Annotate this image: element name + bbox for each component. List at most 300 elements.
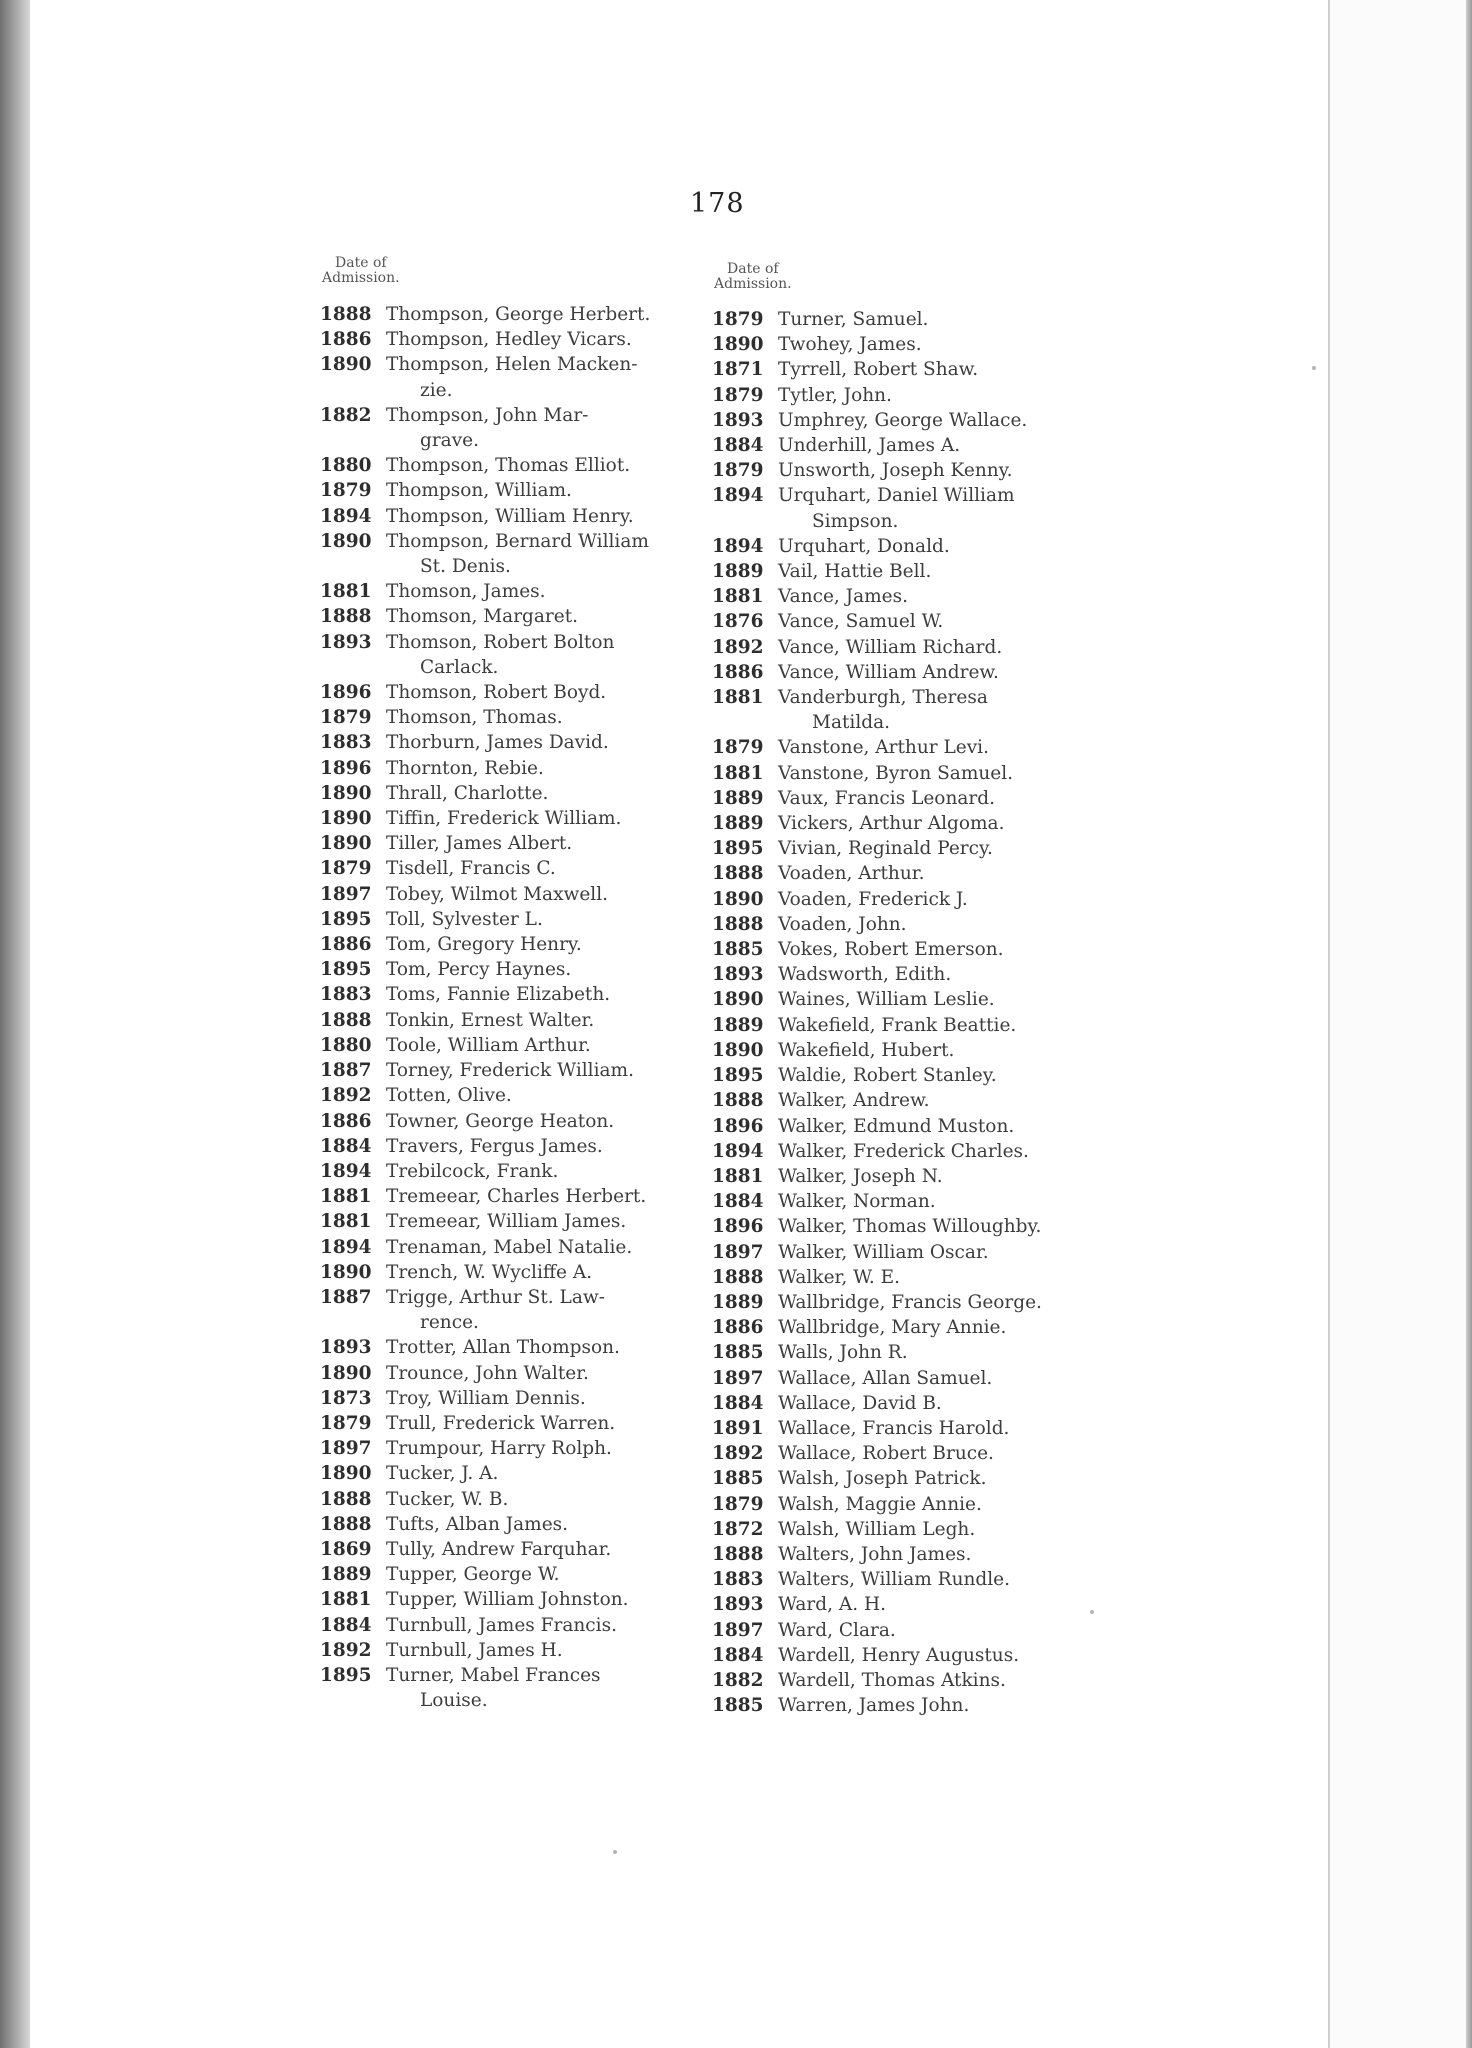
admission-name: Urquhart, Donald. [778,535,950,557]
admission-name: Torney, Frederick William. [386,1060,634,1082]
admission-entry [712,332,1102,357]
admission-name: Tiller, James Albert. [386,833,573,855]
admission-entry [712,836,1102,861]
admission-entry [320,756,710,781]
admission-entry [320,1008,710,1033]
admission-entry [712,685,1102,710]
admission-name: Tufts, Alban James. [386,1513,569,1535]
admission-name: Vivian, Reginald Percy. [778,838,993,860]
admission-year: 1894 [712,1140,764,1162]
admission-year: 1890 [320,808,372,830]
admission-name: Vance, William Andrew. [778,661,999,683]
admission-name: Ward, A. H. [778,1594,887,1616]
admission-year: 1895 [712,1065,764,1087]
admission-entry [712,660,1102,685]
admission-entry [712,811,1102,836]
admission-year: 1879 [712,737,764,759]
admission-year: 1871 [712,359,764,381]
admission-name: Trench, W. Wycliffe A. [386,1261,593,1283]
admission-entry [712,1542,1102,1567]
admission-year: 1890 [320,782,372,804]
admission-year [320,378,386,403]
admission-entry [712,1038,1102,1063]
admission-name: Ward, Clara. [778,1619,896,1641]
admission-year: 1890 [320,530,372,552]
admission-name: Walters, William Rundle. [778,1569,1010,1591]
admission-entry [712,408,1102,433]
admission-entry [320,428,710,453]
admission-name: Thompson, Thomas Elliot. [386,455,631,477]
admission-year: 1893 [712,409,764,431]
admission-year: 1885 [712,939,764,961]
admission-year: 1895 [320,1664,372,1686]
admission-year: 1891 [712,1417,764,1439]
admission-entry [320,806,710,831]
admission-name: Wardell, Thomas Atkins. [778,1669,1006,1691]
admission-name: Thompson, Hedley Vicars. [386,329,632,351]
admission-entry [712,635,1102,660]
admission-entry [320,1260,710,1285]
admission-year: 1890 [320,1463,372,1485]
admission-year: 1886 [712,1317,764,1339]
admission-entry [712,433,1102,458]
admission-name: Voaden, Arthur. [778,863,925,885]
admission-name: Simpson. [812,510,899,532]
admission-year: 1890 [320,1362,372,1384]
admission-entry [320,1109,710,1134]
admission-name: Carlack. [420,656,499,678]
admission-entry [320,1411,710,1436]
admission-year: 1897 [320,1438,372,1460]
admission-entry [712,735,1102,760]
admission-entry [320,1209,710,1234]
admission-year: 1889 [712,813,764,835]
admission-entry [320,655,710,680]
admission-year: 1881 [320,1186,372,1208]
adjacent-page-edge [1328,0,1472,2048]
admission-year: 1890 [320,354,372,376]
admission-name: Thomson, Robert Boyd. [386,682,607,704]
admission-name: Trebilcock, Frank. [386,1160,559,1182]
admission-entry [712,534,1102,559]
admission-entry [712,761,1102,786]
admission-year: 1890 [712,334,764,356]
admission-entry [712,584,1102,609]
admission-name: Walker, Frederick Charles. [778,1140,1029,1162]
admission-year: 1894 [712,535,764,557]
admission-entry [712,1643,1102,1668]
admission-entry [320,1613,710,1638]
admission-year: 1888 [712,1090,764,1112]
admission-year: 1881 [712,586,764,608]
admission-name: Wallace, David B. [778,1392,942,1414]
admission-entry [320,579,710,604]
admission-year: 1890 [712,1039,764,1061]
admission-name: Turnbull, James Francis. [386,1614,617,1636]
admission-entry [712,1391,1102,1416]
admission-name: Walsh, Maggie Annie. [778,1493,982,1515]
admission-entry [712,559,1102,584]
admission-year: 1886 [320,1110,372,1132]
admission-year: 1883 [712,1569,764,1591]
scan-speck [1090,1610,1094,1614]
column-header-line: Admission. [714,276,792,292]
admission-name: zie. [420,379,453,401]
admission-entry [712,1492,1102,1517]
admission-entry [712,1340,1102,1365]
admission-name: Tucker, J. A. [386,1463,499,1485]
admission-year: 1892 [320,1639,372,1661]
admission-name: Vaux, Francis Leonard. [778,787,995,809]
admission-entry [320,882,710,907]
admission-year: 1884 [712,435,764,457]
admission-entry [320,1562,710,1587]
admission-year: 1881 [712,1165,764,1187]
admission-entry [320,1663,710,1688]
admission-entry [320,680,710,705]
admission-name: Thompson, George Herbert. [386,304,651,325]
admission-entry [320,1235,710,1260]
admission-entry [712,1290,1102,1315]
admission-name: Vanstone, Byron Samuel. [778,762,1014,784]
admission-year: 1888 [712,1266,764,1288]
admission-year: 1888 [320,1513,372,1535]
admission-name: Wardell, Henry Augustus. [778,1644,1020,1666]
admission-entry [712,887,1102,912]
page-number: 178 [690,188,745,219]
admission-entry [712,483,1102,508]
admissions-column-right [712,307,1102,1718]
admission-year: 1882 [712,1669,764,1691]
admission-year: 1881 [320,1589,372,1611]
admission-year: 1895 [320,959,372,981]
admission-name: Walker, Edmund Muston. [778,1115,1015,1137]
admission-year: 1888 [320,606,372,628]
admission-entry [320,604,710,629]
admission-entry [320,982,710,1007]
admission-year: 1876 [712,611,764,633]
admission-name: Thompson, William. [386,480,572,502]
admission-year: 1897 [320,883,372,905]
admission-year: 1884 [712,1392,764,1414]
admission-name: Turnbull, James H. [386,1639,563,1661]
admission-name: Thompson, Bernard William [386,530,649,552]
admission-name: Thomson, Margaret. [386,606,579,628]
admission-year: 1892 [712,1443,764,1465]
admission-name: Tremeear, William James. [386,1211,627,1233]
admission-name: Walters, John James. [778,1543,972,1565]
admission-name: Thomson, Robert Bolton [386,631,615,653]
admission-year: 1883 [320,732,372,754]
admission-name: Tytler, John. [778,384,892,406]
admission-year: 1872 [712,1518,764,1540]
admission-name: Thomson, Thomas. [386,707,563,729]
admission-name: St. Denis. [420,556,511,578]
admission-year: 1894 [712,485,764,507]
admission-name: Voaden, John. [778,913,907,935]
admission-year: 1869 [320,1538,372,1560]
admission-name: Thompson, John Mar- [386,404,589,426]
admission-entry [320,352,710,377]
admission-entry [320,1537,710,1562]
admission-entry [712,307,1102,332]
admission-year: 1879 [320,1412,372,1434]
admission-entry [320,907,710,932]
admission-entry [712,786,1102,811]
admission-entry [712,1366,1102,1391]
admission-year: 1879 [712,309,764,330]
admission-entry [712,509,1102,534]
admission-year: 1879 [320,707,372,729]
admission-name: Thompson, Helen Macken- [386,354,638,376]
admission-year: 1880 [320,1034,372,1056]
admission-year: 1897 [712,1241,764,1263]
admission-entry [712,1693,1102,1718]
admission-entry [320,932,710,957]
admission-year: 1881 [320,1211,372,1233]
admission-year: 1888 [712,1543,764,1565]
admission-name: Urquhart, Daniel William [778,485,1015,507]
admission-year: 1897 [712,1367,764,1389]
column-header-line: Date of [727,261,779,277]
admission-entry [320,1310,710,1335]
column-header-line: Date of [335,255,387,271]
admission-name: Walker, W. E. [778,1266,901,1288]
admission-entry [712,1063,1102,1088]
admission-name: Walker, Norman. [778,1191,936,1213]
admission-name: Twohey, James. [778,334,922,356]
admission-name: Vanderburgh, Theresa [778,687,988,709]
admission-year [320,554,386,579]
admission-entry [320,1587,710,1612]
admission-entry [712,1013,1102,1038]
admission-entry [712,1592,1102,1617]
admission-entry [320,403,710,428]
admission-entry [712,609,1102,634]
admission-entry [320,856,710,881]
admission-entry [712,458,1102,483]
admission-year: 1896 [320,682,372,704]
admission-year: 1890 [320,1261,372,1283]
admission-year: 1886 [712,661,764,683]
admission-year: 1893 [320,1337,372,1359]
admission-name: Walsh, William Legh. [778,1518,976,1540]
admission-entry [320,1688,710,1713]
admission-name: Wallace, Allan Samuel. [778,1367,993,1389]
admission-year: 1885 [712,1695,764,1717]
admission-entry [320,1512,710,1537]
admission-entry [320,529,710,554]
admission-entry [712,1517,1102,1542]
admission-entry [712,1567,1102,1592]
admission-year: 1884 [712,1191,764,1213]
admission-name: Troy, William Dennis. [386,1387,586,1409]
admission-entry [712,987,1102,1012]
admission-entry [320,302,710,327]
scan-speck [1312,366,1316,370]
admission-name: Tupper, William Johnston. [386,1589,629,1611]
admission-entry [712,1466,1102,1491]
admission-year [712,710,778,735]
admission-name: Underhill, James A. [778,435,961,457]
admission-name: Tisdell, Francis C. [386,858,556,880]
admission-entry [712,912,1102,937]
admission-name: Wakefield, Frank Beattie. [778,1014,1017,1036]
admission-name: Trigge, Arthur St. Law- [386,1286,605,1308]
admission-year [320,428,386,453]
admission-name: Vickers, Arthur Algoma. [778,813,1005,835]
admission-year: 1881 [712,687,764,709]
admission-name: Thompson, William Henry. [386,505,634,527]
admission-name: Voaden, Frederick J. [778,888,968,910]
admission-year: 1892 [320,1085,372,1107]
admission-entry [712,1265,1102,1290]
admission-year: 1896 [712,1216,764,1238]
admission-name: Wakefield, Hubert. [778,1039,955,1061]
admission-name: Toms, Fannie Elizabeth. [386,984,611,1006]
admission-year: 1881 [320,581,372,603]
admission-year: 1889 [712,787,764,809]
admission-year: 1886 [320,329,372,351]
admission-entry [320,1083,710,1108]
column-header-right [714,262,792,292]
admission-year: 1884 [320,1135,372,1157]
admission-year: 1895 [712,838,764,860]
admission-year: 1896 [712,1115,764,1137]
admission-year: 1879 [712,1493,764,1515]
admission-name: Travers, Fergus James. [386,1135,603,1157]
admission-name: Vance, Samuel W. [778,611,944,633]
admission-name: Matilda. [812,712,890,734]
admission-entry [320,1285,710,1310]
admission-name: Walsh, Joseph Patrick. [778,1468,987,1490]
admission-year: 1890 [320,833,372,855]
admission-entry [320,730,710,755]
admission-year: 1879 [712,460,764,482]
admission-name: Tonkin, Ernest Walter. [386,1009,595,1031]
scan-speck [613,1850,617,1854]
admission-name: Wallbridge, Francis George. [778,1291,1042,1313]
admission-entry [320,1184,710,1209]
admission-name: Turner, Mabel Frances [386,1664,601,1686]
admission-year [320,1688,386,1713]
admission-name: Wallace, Robert Bruce. [778,1443,994,1465]
admission-name: Tiffin, Frederick William. [386,808,622,830]
admission-year: 1885 [712,1468,764,1490]
admission-year: 1888 [320,1488,372,1510]
admission-name: rence. [420,1312,479,1334]
admission-entry [320,1436,710,1461]
admission-name: Tucker, W. B. [386,1488,509,1510]
admission-name: Thorburn, James David. [386,732,609,754]
column-header-line: Admission. [322,270,400,286]
admission-entry [320,1361,710,1386]
admission-year: 1893 [320,631,372,653]
admission-name: Waines, William Leslie. [778,989,995,1011]
admission-year: 1888 [320,1009,372,1031]
admission-year: 1889 [712,1291,764,1313]
admission-entry [712,357,1102,382]
admission-entry [320,478,710,503]
admission-name: Umphrey, George Wallace. [778,409,1028,431]
admission-year: 1882 [320,404,372,426]
admission-name: Thomson, James. [386,581,546,603]
admission-entry [712,962,1102,987]
admission-name: Walker, Joseph N. [778,1165,943,1187]
admission-year: 1890 [712,989,764,1011]
admission-entry [320,1638,710,1663]
admission-entry [712,1189,1102,1214]
admission-entry [320,327,710,352]
admission-entry [712,1315,1102,1340]
page-left-edge-shadow [0,0,30,2048]
admission-entry [712,861,1102,886]
admission-name: Vail, Hattie Bell. [778,561,932,583]
admission-entry [320,1487,710,1512]
admission-name: Thornton, Rebie. [386,757,544,779]
admission-name: Tully, Andrew Farquhar. [386,1538,612,1560]
admission-name: Toole, William Arthur. [386,1034,591,1056]
admission-name: Louise. [420,1690,488,1712]
admission-name: grave. [420,430,479,452]
admission-year: 1894 [320,1160,372,1182]
admission-year: 1879 [320,858,372,880]
admission-year: 1888 [320,304,372,325]
admission-year: 1873 [320,1387,372,1409]
admission-year: 1892 [712,636,764,658]
admission-entry [320,1159,710,1184]
admission-year: 1887 [320,1286,372,1308]
admission-year: 1884 [320,1614,372,1636]
admission-entry [712,1240,1102,1265]
admission-year: 1897 [712,1619,764,1641]
admission-entry [320,1033,710,1058]
admission-entry [320,957,710,982]
column-header-left [322,256,400,286]
admission-name: Wallbridge, Mary Annie. [778,1317,1007,1339]
admission-year: 1894 [320,1236,372,1258]
admission-entry [712,1114,1102,1139]
admission-entry [712,1214,1102,1239]
admission-entry [712,1668,1102,1693]
admissions-column-left [320,302,710,1713]
admission-entry [712,1441,1102,1466]
admission-entry [712,1139,1102,1164]
admission-name: Trounce, John Walter. [386,1362,589,1384]
admission-name: Walker, Andrew. [778,1090,930,1112]
admission-name: Tremeear, Charles Herbert. [386,1186,647,1208]
admission-entry [320,831,710,856]
admission-name: Walls, John R. [778,1342,908,1364]
admission-entry [320,453,710,478]
admission-year: 1889 [320,1564,372,1586]
admission-year: 1893 [712,1594,764,1616]
admission-year: 1881 [712,762,764,784]
admission-name: Tom, Percy Haynes. [386,959,572,981]
admission-entry [320,378,710,403]
admission-name: Waldie, Robert Stanley. [778,1065,997,1087]
admission-entry [320,705,710,730]
admission-entry [320,1386,710,1411]
admission-name: Trenaman, Mabel Natalie. [386,1236,633,1258]
admission-year: 1896 [320,757,372,779]
admission-name: Turner, Samuel. [778,309,929,330]
admission-name: Towner, George Heaton. [386,1110,615,1132]
admission-year: 1889 [712,1014,764,1036]
admission-year: 1888 [712,913,764,935]
admission-entry [712,1416,1102,1441]
admission-name: Wallace, Francis Harold. [778,1417,1010,1439]
